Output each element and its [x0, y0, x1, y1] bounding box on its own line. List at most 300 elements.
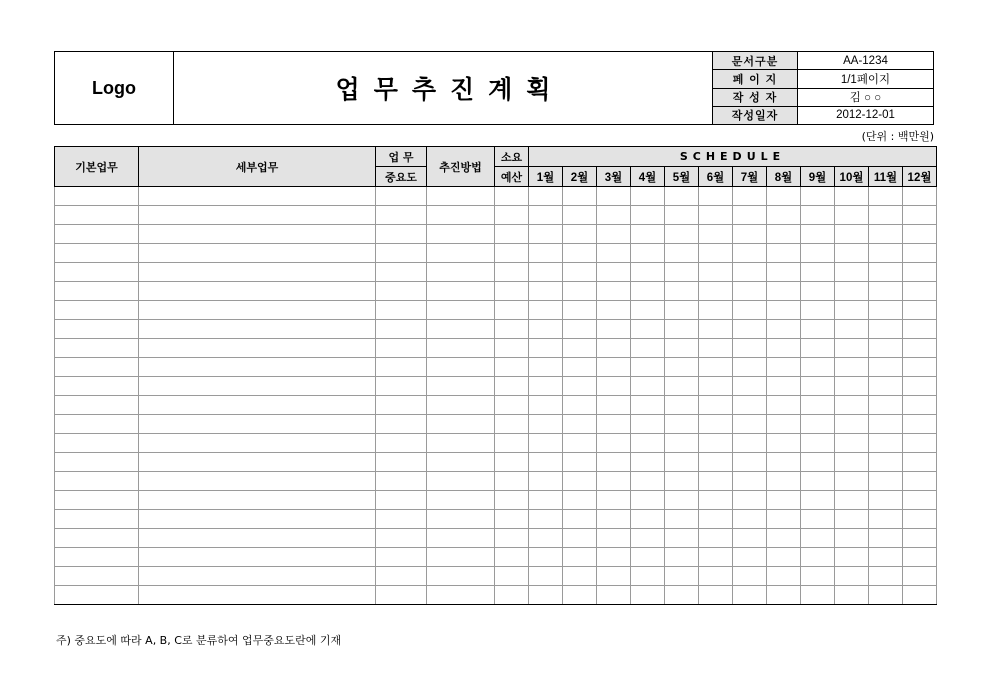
table-cell[interactable] [665, 320, 699, 339]
table-cell[interactable] [139, 244, 376, 263]
table-cell[interactable] [427, 187, 495, 206]
table-cell[interactable] [801, 187, 835, 206]
table-cell[interactable] [597, 206, 631, 225]
table-cell[interactable] [801, 472, 835, 491]
table-cell[interactable] [801, 244, 835, 263]
table-cell[interactable] [55, 225, 139, 244]
table-cell[interactable] [597, 472, 631, 491]
table-cell[interactable] [869, 225, 903, 244]
table-cell[interactable] [801, 415, 835, 434]
table-cell[interactable] [529, 472, 563, 491]
table-cell[interactable] [665, 339, 699, 358]
table-cell[interactable] [376, 187, 427, 206]
table-cell[interactable] [767, 434, 801, 453]
table-cell[interactable] [139, 320, 376, 339]
table-cell[interactable] [699, 377, 733, 396]
table-cell[interactable] [767, 263, 801, 282]
table-cell[interactable] [495, 187, 529, 206]
table-cell[interactable] [767, 301, 801, 320]
table-cell[interactable] [563, 434, 597, 453]
table-cell[interactable] [529, 358, 563, 377]
table-cell[interactable] [835, 358, 869, 377]
table-cell[interactable] [733, 453, 767, 472]
table-cell[interactable] [55, 453, 139, 472]
table-cell[interactable] [835, 206, 869, 225]
table-cell[interactable] [529, 339, 563, 358]
table-cell[interactable] [376, 339, 427, 358]
table-cell[interactable] [869, 377, 903, 396]
table-cell[interactable] [767, 453, 801, 472]
table-cell[interactable] [376, 320, 427, 339]
table-cell[interactable] [835, 567, 869, 586]
table-cell[interactable] [55, 491, 139, 510]
table-cell[interactable] [597, 567, 631, 586]
table-cell[interactable] [563, 396, 597, 415]
table-cell[interactable] [767, 358, 801, 377]
table-cell[interactable] [835, 244, 869, 263]
table-cell[interactable] [139, 491, 376, 510]
table-cell[interactable] [597, 244, 631, 263]
table-cell[interactable] [631, 244, 665, 263]
table-cell[interactable] [597, 586, 631, 605]
table-cell[interactable] [733, 244, 767, 263]
table-cell[interactable] [869, 282, 903, 301]
table-cell[interactable] [597, 548, 631, 567]
table-cell[interactable] [563, 187, 597, 206]
table-cell[interactable] [597, 225, 631, 244]
table-cell[interactable] [665, 225, 699, 244]
table-cell[interactable] [529, 320, 563, 339]
table-cell[interactable] [699, 206, 733, 225]
table-cell[interactable] [631, 206, 665, 225]
table-cell[interactable] [699, 510, 733, 529]
table-cell[interactable] [55, 206, 139, 225]
table-cell[interactable] [903, 377, 937, 396]
table-cell[interactable] [529, 453, 563, 472]
table-cell[interactable] [139, 282, 376, 301]
table-cell[interactable] [529, 225, 563, 244]
table-cell[interactable] [699, 320, 733, 339]
table-cell[interactable] [665, 377, 699, 396]
table-cell[interactable] [563, 510, 597, 529]
table-cell[interactable] [376, 453, 427, 472]
table-cell[interactable] [139, 415, 376, 434]
table-cell[interactable] [631, 187, 665, 206]
table-cell[interactable] [665, 491, 699, 510]
table-cell[interactable] [427, 244, 495, 263]
table-cell[interactable] [55, 339, 139, 358]
table-cell[interactable] [801, 225, 835, 244]
table-cell[interactable] [427, 529, 495, 548]
table-cell[interactable] [55, 548, 139, 567]
table-cell[interactable] [767, 339, 801, 358]
table-cell[interactable] [699, 453, 733, 472]
table-cell[interactable] [139, 301, 376, 320]
table-cell[interactable] [903, 434, 937, 453]
table-cell[interactable] [495, 339, 529, 358]
table-cell[interactable] [495, 586, 529, 605]
table-cell[interactable] [376, 244, 427, 263]
table-cell[interactable] [597, 510, 631, 529]
table-cell[interactable] [869, 453, 903, 472]
table-cell[interactable] [631, 320, 665, 339]
table-cell[interactable] [903, 320, 937, 339]
table-cell[interactable] [376, 434, 427, 453]
table-cell[interactable] [529, 586, 563, 605]
table-cell[interactable] [529, 434, 563, 453]
table-cell[interactable] [495, 358, 529, 377]
table-cell[interactable] [597, 263, 631, 282]
table-cell[interactable] [699, 415, 733, 434]
table-cell[interactable] [801, 263, 835, 282]
table-cell[interactable] [563, 415, 597, 434]
table-cell[interactable] [665, 396, 699, 415]
table-cell[interactable] [869, 548, 903, 567]
table-cell[interactable] [597, 491, 631, 510]
table-cell[interactable] [427, 472, 495, 491]
table-cell[interactable] [665, 453, 699, 472]
table-cell[interactable] [869, 510, 903, 529]
table-cell[interactable] [563, 358, 597, 377]
table-cell[interactable] [563, 225, 597, 244]
table-cell[interactable] [495, 529, 529, 548]
table-cell[interactable] [427, 586, 495, 605]
table-cell[interactable] [495, 244, 529, 263]
table-cell[interactable] [376, 567, 427, 586]
table-cell[interactable] [563, 548, 597, 567]
table-cell[interactable] [376, 548, 427, 567]
table-cell[interactable] [767, 206, 801, 225]
table-cell[interactable] [665, 244, 699, 263]
table-cell[interactable] [869, 567, 903, 586]
table-cell[interactable] [55, 529, 139, 548]
table-cell[interactable] [427, 510, 495, 529]
table-cell[interactable] [801, 206, 835, 225]
table-cell[interactable] [427, 320, 495, 339]
table-cell[interactable] [529, 510, 563, 529]
table-cell[interactable] [55, 586, 139, 605]
table-cell[interactable] [427, 377, 495, 396]
table-cell[interactable] [733, 415, 767, 434]
table-cell[interactable] [631, 263, 665, 282]
table-cell[interactable] [563, 282, 597, 301]
table-cell[interactable] [903, 358, 937, 377]
table-cell[interactable] [903, 548, 937, 567]
table-cell[interactable] [767, 510, 801, 529]
table-cell[interactable] [869, 263, 903, 282]
table-cell[interactable] [699, 567, 733, 586]
table-cell[interactable] [869, 301, 903, 320]
table-cell[interactable] [55, 472, 139, 491]
table-cell[interactable] [495, 301, 529, 320]
table-cell[interactable] [733, 396, 767, 415]
table-cell[interactable] [767, 320, 801, 339]
table-cell[interactable] [529, 206, 563, 225]
table-cell[interactable] [376, 377, 427, 396]
table-cell[interactable] [139, 586, 376, 605]
table-cell[interactable] [767, 282, 801, 301]
table-cell[interactable] [699, 434, 733, 453]
table-cell[interactable] [767, 567, 801, 586]
table-cell[interactable] [835, 472, 869, 491]
table-cell[interactable] [55, 567, 139, 586]
table-cell[interactable] [495, 320, 529, 339]
table-cell[interactable] [767, 472, 801, 491]
table-cell[interactable] [835, 377, 869, 396]
table-cell[interactable] [665, 472, 699, 491]
table-cell[interactable] [665, 567, 699, 586]
table-cell[interactable] [55, 282, 139, 301]
table-cell[interactable] [597, 396, 631, 415]
table-cell[interactable] [733, 206, 767, 225]
table-cell[interactable] [631, 339, 665, 358]
table-cell[interactable] [699, 529, 733, 548]
table-cell[interactable] [869, 320, 903, 339]
table-cell[interactable] [699, 301, 733, 320]
table-cell[interactable] [903, 263, 937, 282]
table-cell[interactable] [631, 396, 665, 415]
table-cell[interactable] [869, 187, 903, 206]
table-cell[interactable] [665, 301, 699, 320]
table-cell[interactable] [835, 529, 869, 548]
table-cell[interactable] [801, 358, 835, 377]
table-cell[interactable] [597, 301, 631, 320]
table-cell[interactable] [801, 301, 835, 320]
table-cell[interactable] [597, 415, 631, 434]
table-cell[interactable] [376, 415, 427, 434]
table-cell[interactable] [563, 339, 597, 358]
table-cell[interactable] [767, 415, 801, 434]
table-cell[interactable] [427, 301, 495, 320]
table-cell[interactable] [733, 548, 767, 567]
table-cell[interactable] [495, 415, 529, 434]
table-cell[interactable] [631, 510, 665, 529]
table-cell[interactable] [631, 282, 665, 301]
table-cell[interactable] [733, 301, 767, 320]
table-cell[interactable] [631, 225, 665, 244]
table-cell[interactable] [529, 377, 563, 396]
table-cell[interactable] [665, 187, 699, 206]
table-cell[interactable] [835, 415, 869, 434]
table-cell[interactable] [427, 453, 495, 472]
table-cell[interactable] [139, 529, 376, 548]
table-cell[interactable] [376, 301, 427, 320]
table-cell[interactable] [699, 282, 733, 301]
table-cell[interactable] [801, 434, 835, 453]
table-cell[interactable] [376, 282, 427, 301]
table-cell[interactable] [139, 396, 376, 415]
table-cell[interactable] [801, 529, 835, 548]
table-cell[interactable] [835, 491, 869, 510]
table-cell[interactable] [529, 567, 563, 586]
table-cell[interactable] [733, 586, 767, 605]
table-cell[interactable] [767, 396, 801, 415]
table-cell[interactable] [835, 510, 869, 529]
table-cell[interactable] [903, 510, 937, 529]
table-cell[interactable] [427, 339, 495, 358]
table-cell[interactable] [376, 396, 427, 415]
table-cell[interactable] [631, 586, 665, 605]
table-cell[interactable] [139, 206, 376, 225]
table-cell[interactable] [529, 548, 563, 567]
table-cell[interactable] [767, 244, 801, 263]
table-cell[interactable] [835, 548, 869, 567]
table-cell[interactable] [869, 472, 903, 491]
table-cell[interactable] [665, 206, 699, 225]
table-cell[interactable] [767, 529, 801, 548]
table-cell[interactable] [903, 339, 937, 358]
table-cell[interactable] [699, 339, 733, 358]
table-cell[interactable] [733, 377, 767, 396]
table-cell[interactable] [869, 206, 903, 225]
table-cell[interactable] [767, 548, 801, 567]
table-cell[interactable] [495, 263, 529, 282]
table-cell[interactable] [427, 434, 495, 453]
table-cell[interactable] [767, 225, 801, 244]
table-cell[interactable] [529, 415, 563, 434]
table-cell[interactable] [563, 491, 597, 510]
table-cell[interactable] [801, 396, 835, 415]
table-cell[interactable] [835, 282, 869, 301]
table-cell[interactable] [835, 434, 869, 453]
table-cell[interactable] [55, 244, 139, 263]
table-cell[interactable] [427, 206, 495, 225]
table-cell[interactable] [733, 282, 767, 301]
table-cell[interactable] [495, 434, 529, 453]
table-cell[interactable] [427, 282, 495, 301]
table-cell[interactable] [835, 320, 869, 339]
table-cell[interactable] [801, 491, 835, 510]
table-cell[interactable] [903, 567, 937, 586]
table-cell[interactable] [55, 358, 139, 377]
table-cell[interactable] [631, 301, 665, 320]
table-cell[interactable] [427, 396, 495, 415]
table-cell[interactable] [55, 320, 139, 339]
table-cell[interactable] [55, 396, 139, 415]
table-cell[interactable] [733, 187, 767, 206]
table-cell[interactable] [903, 415, 937, 434]
table-cell[interactable] [495, 548, 529, 567]
table-cell[interactable] [835, 225, 869, 244]
table-cell[interactable] [665, 434, 699, 453]
table-cell[interactable] [376, 225, 427, 244]
table-cell[interactable] [427, 415, 495, 434]
table-cell[interactable] [733, 510, 767, 529]
table-cell[interactable] [665, 529, 699, 548]
table-cell[interactable] [903, 301, 937, 320]
table-cell[interactable] [563, 529, 597, 548]
table-cell[interactable] [563, 453, 597, 472]
table-cell[interactable] [699, 263, 733, 282]
table-cell[interactable] [376, 472, 427, 491]
table-cell[interactable] [835, 453, 869, 472]
table-cell[interactable] [835, 187, 869, 206]
table-cell[interactable] [665, 282, 699, 301]
table-cell[interactable] [139, 339, 376, 358]
table-cell[interactable] [597, 187, 631, 206]
table-cell[interactable] [767, 491, 801, 510]
table-cell[interactable] [665, 510, 699, 529]
table-cell[interactable] [631, 358, 665, 377]
table-cell[interactable] [597, 529, 631, 548]
table-cell[interactable] [733, 567, 767, 586]
table-cell[interactable] [376, 491, 427, 510]
table-cell[interactable] [835, 301, 869, 320]
table-cell[interactable] [495, 225, 529, 244]
table-cell[interactable] [139, 377, 376, 396]
table-cell[interactable] [733, 320, 767, 339]
table-cell[interactable] [869, 396, 903, 415]
table-cell[interactable] [495, 453, 529, 472]
table-cell[interactable] [869, 586, 903, 605]
table-cell[interactable] [835, 396, 869, 415]
table-cell[interactable] [139, 548, 376, 567]
table-cell[interactable] [801, 453, 835, 472]
table-cell[interactable] [869, 491, 903, 510]
table-cell[interactable] [733, 225, 767, 244]
table-cell[interactable] [376, 263, 427, 282]
table-cell[interactable] [869, 358, 903, 377]
table-cell[interactable] [427, 548, 495, 567]
table-cell[interactable] [55, 263, 139, 282]
table-cell[interactable] [665, 548, 699, 567]
table-cell[interactable] [631, 529, 665, 548]
table-cell[interactable] [835, 263, 869, 282]
table-cell[interactable] [597, 282, 631, 301]
table-cell[interactable] [495, 377, 529, 396]
table-cell[interactable] [563, 377, 597, 396]
table-cell[interactable] [139, 510, 376, 529]
table-cell[interactable] [495, 510, 529, 529]
table-cell[interactable] [869, 415, 903, 434]
table-cell[interactable] [597, 377, 631, 396]
table-cell[interactable] [563, 206, 597, 225]
table-cell[interactable] [427, 567, 495, 586]
table-cell[interactable] [139, 567, 376, 586]
table-cell[interactable] [529, 529, 563, 548]
table-cell[interactable] [563, 301, 597, 320]
table-cell[interactable] [631, 434, 665, 453]
table-cell[interactable] [733, 434, 767, 453]
table-cell[interactable] [733, 263, 767, 282]
table-cell[interactable] [495, 282, 529, 301]
table-cell[interactable] [869, 244, 903, 263]
table-cell[interactable] [699, 586, 733, 605]
table-cell[interactable] [869, 339, 903, 358]
table-cell[interactable] [801, 567, 835, 586]
table-cell[interactable] [631, 472, 665, 491]
table-cell[interactable] [699, 187, 733, 206]
table-cell[interactable] [631, 377, 665, 396]
table-cell[interactable] [801, 377, 835, 396]
table-cell[interactable] [139, 358, 376, 377]
table-cell[interactable] [376, 529, 427, 548]
table-cell[interactable] [563, 263, 597, 282]
table-cell[interactable] [903, 206, 937, 225]
table-cell[interactable] [597, 320, 631, 339]
table-cell[interactable] [55, 301, 139, 320]
table-cell[interactable] [665, 358, 699, 377]
table-cell[interactable] [55, 377, 139, 396]
table-cell[interactable] [903, 282, 937, 301]
table-cell[interactable] [563, 244, 597, 263]
table-cell[interactable] [665, 586, 699, 605]
table-cell[interactable] [733, 491, 767, 510]
table-cell[interactable] [801, 510, 835, 529]
table-cell[interactable] [699, 491, 733, 510]
table-cell[interactable] [529, 187, 563, 206]
table-cell[interactable] [427, 491, 495, 510]
